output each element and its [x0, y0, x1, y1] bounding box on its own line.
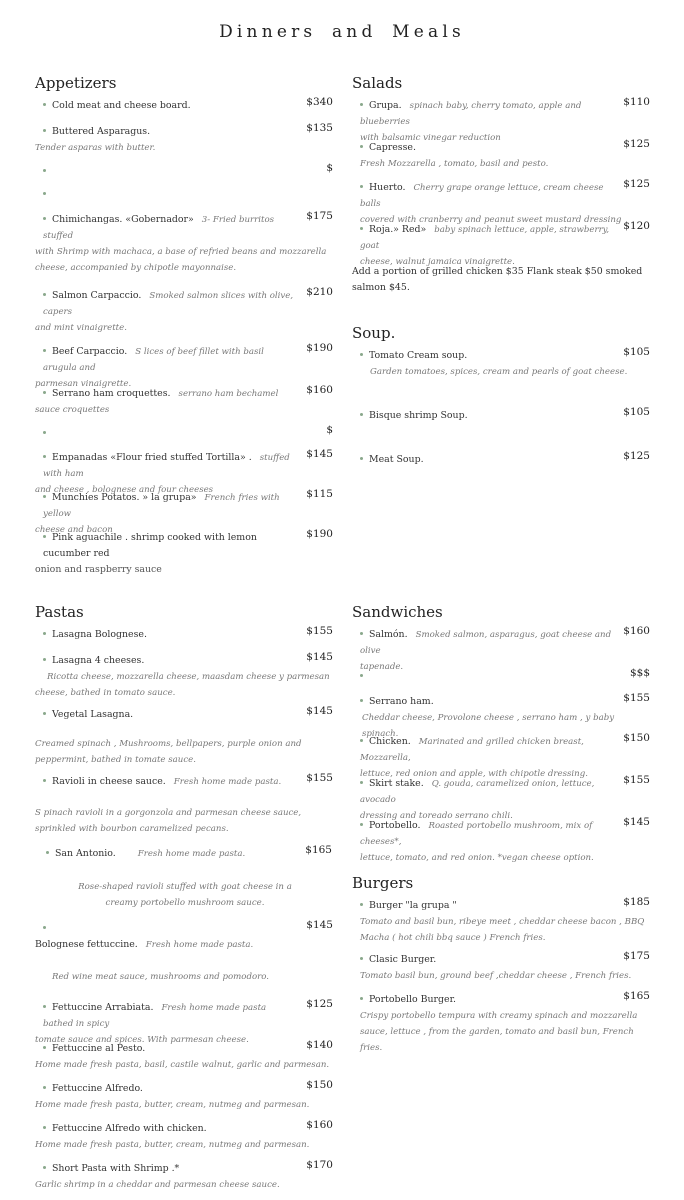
- item-name: Portobello Burger.: [369, 994, 457, 1005]
- item-description: parmesan vinaigrette.: [35, 379, 132, 389]
- appetizers-section: [35, 74, 335, 575]
- item-price: $340: [306, 96, 333, 108]
- item-name: Meat Soup.: [369, 454, 424, 465]
- bullet-icon: [360, 632, 363, 635]
- item-price: $155: [623, 774, 650, 786]
- item-inline-desc: Smoked salmon slices with olive, capers: [43, 291, 294, 317]
- item-price: $145: [623, 816, 650, 828]
- item-name: Beef Carpaccio.: [52, 346, 128, 357]
- bullet-icon: [43, 455, 46, 458]
- item-name: Munchies Potatos. » la grupa»: [52, 492, 197, 503]
- bullet-icon: [43, 349, 46, 352]
- bullet-icon: [360, 823, 363, 826]
- bullet-icon: [43, 103, 46, 106]
- item-name: Roja.» Red»: [369, 224, 427, 235]
- item-price: $210: [306, 286, 333, 298]
- item-description: cheese and bacon: [35, 525, 113, 535]
- bullet-icon: [360, 957, 363, 960]
- bullet-icon: [43, 169, 46, 172]
- item-price: $115: [306, 488, 333, 500]
- item-name: Huerto.: [369, 182, 406, 193]
- item-name: Empanadas «Flour fried stuffed Tortilla» .: [52, 452, 252, 463]
- menu-item: [35, 1159, 333, 1193]
- item-inline-desc: Fresh home made pasta bathed in spicy: [43, 1003, 267, 1029]
- bullet-icon: [43, 632, 46, 635]
- menu-item: [360, 898, 650, 946]
- item-description: Ricotta cheese, mozzarella cheese, maasdam cheese y parmesan cheese, bathed in tomato sauce.: [35, 672, 330, 698]
- item-description: lettuce, red onion and apple, with chipotle dressing.: [360, 769, 588, 779]
- item-name: Tomato Cream soup.: [369, 350, 468, 361]
- soup-section: [352, 324, 652, 474]
- menu-item: [360, 627, 650, 675]
- item-name: Burger "la grupa ": [369, 900, 457, 911]
- bullet-icon: [43, 495, 46, 498]
- item-name: Chicken.: [369, 736, 411, 747]
- item-name: Serrano ham.: [369, 696, 434, 707]
- item-price: $145: [306, 919, 333, 931]
- pastas-section: [35, 603, 335, 1195]
- menu-item: [43, 187, 333, 203]
- item-price: $145: [306, 651, 333, 663]
- item-name: Fettuccine al Pesto.: [52, 1043, 146, 1054]
- menu-item: [360, 140, 650, 172]
- item-name: Lasagna 4 cheeses.: [52, 655, 145, 666]
- bullet-icon: [43, 1126, 46, 1129]
- sandwiches-section: [352, 603, 652, 863]
- item-description: Tomato and basil bun, ribeye meet , cheddar cheese bacon , BBQ Macha ( hot chili bbq sauce ) French fries.: [360, 917, 645, 943]
- menu-item: [43, 164, 333, 180]
- menu-item: [360, 222, 650, 270]
- item-description: Home made fresh pasta, butter, cream, nutmeg and parmesan.: [35, 1100, 310, 1110]
- bullet-icon: [43, 217, 46, 220]
- item-price: $160: [623, 625, 650, 637]
- bullet-icon: [360, 413, 363, 416]
- item-description: dressing and toreado serrano chili.: [360, 811, 513, 821]
- item-price: $140: [306, 1039, 333, 1051]
- item-name: Bolognese fettuccine.: [35, 939, 138, 950]
- bullet-icon: [43, 779, 46, 782]
- item-price: $150: [623, 732, 650, 744]
- menu-item: [43, 426, 333, 442]
- item-price: $: [326, 162, 333, 174]
- item-name: Salmón.: [369, 629, 408, 640]
- item-description: Creamed spinach , Mushrooms, bellpapers, purple onion and peppermint, bathed in tomate sauce.: [35, 739, 302, 765]
- item-name: Skirt stake.: [369, 778, 424, 789]
- item-name: Bisque shrimp Soup.: [369, 410, 468, 421]
- item-price: $160: [306, 384, 333, 396]
- bullet-icon: [360, 903, 363, 906]
- item-inline-desc: serrano ham bechamel: [178, 389, 279, 399]
- menu-item: [43, 707, 333, 723]
- bullet-icon: [43, 712, 46, 715]
- menu-item: [360, 776, 650, 824]
- item-inline-desc: spinach baby, cherry tomato, apple and blueberries: [360, 101, 582, 127]
- item-description: with balsamic vinegar reduction: [360, 133, 501, 143]
- item-name: Buttered Asparagus.: [52, 126, 151, 137]
- item-description: onion and raspberry sauce: [35, 564, 162, 575]
- item-description: Crispy portobello tempura with creamy spinach and mozzarella sauce, lettuce , from the garden, tomato and basil bun, French fries.: [360, 1011, 638, 1053]
- menu-item: [35, 210, 333, 276]
- bullet-icon: [360, 739, 363, 742]
- item-price: $125: [623, 178, 650, 190]
- bullet-icon: [360, 457, 363, 460]
- item-name: San Antonio.: [55, 848, 116, 859]
- item-price: $105: [623, 346, 650, 358]
- item-price: $: [326, 424, 333, 436]
- item-description: Garlic shrimp in a cheddar and parmesan cheese sauce.: [35, 1180, 280, 1190]
- menu-item: [360, 348, 650, 380]
- menu-item: [35, 286, 333, 336]
- menu-item: [360, 669, 650, 685]
- item-inline-desc: French fries with yellow: [43, 493, 280, 519]
- item-description: Cheddar cheese, Provolone cheese , serrano ham , y baby spinach.: [362, 713, 615, 739]
- item-description: with Shrimp with machaca, a base of refried beans and mozzarella cheese, accompanied by chipotle mayonnaise.: [35, 247, 327, 273]
- bullet-icon: [43, 1005, 46, 1008]
- bullet-icon: [43, 535, 46, 538]
- bullet-icon: [43, 1086, 46, 1089]
- bullet-icon: [360, 145, 363, 148]
- bullet-icon: [43, 926, 46, 929]
- item-description: tapenade.: [360, 662, 404, 672]
- bullet-icon: [46, 851, 49, 854]
- item-description: cheese, walnut jamaica vinaigrette.: [360, 257, 515, 267]
- section-title: Appetizers: [35, 74, 117, 92]
- menu-item: [360, 452, 650, 468]
- item-inline-desc: S lices of beef fillet with basil arugula and: [43, 347, 264, 373]
- menu-item: [46, 846, 332, 862]
- item-inline-desc: baby spinach lettuce, apple, strawberry, goat: [360, 225, 610, 251]
- item-price: $155: [306, 772, 333, 784]
- item-description: Tomato basil bun, ground beef ,cheddar cheese , French fries.: [360, 971, 632, 981]
- item-price: $135: [306, 122, 333, 134]
- bullet-icon: [43, 192, 46, 195]
- item-price: $190: [306, 342, 333, 354]
- item-inline-desc: Q. gouda, caramelized onion, lettuce, avocado: [360, 779, 595, 805]
- menu-item-name: [35, 937, 335, 953]
- item-name: Lasagna Bolognese.: [52, 629, 147, 640]
- item-price: $145: [306, 448, 333, 460]
- item-description: Rose-shaped ravioli stuffed with goat cheese in a creamy portobello mushroom sauce.: [78, 882, 292, 908]
- menu-item: [360, 180, 650, 228]
- item-name: Pink aguachile . shrimp cooked with lemon cucumber red: [43, 532, 257, 559]
- item-name: Grupa.: [369, 100, 402, 111]
- menu-item: [360, 992, 650, 1056]
- bullet-icon: [360, 781, 363, 784]
- item-inline-desc: Fresh home made pasta.: [137, 849, 246, 859]
- item-inline-desc: Marinated and grilled chicken breast, Mozzarella,: [360, 737, 584, 763]
- section-title: Pastas: [35, 603, 84, 621]
- item-description: Red wine meat sauce, mushrooms and pomodoro.: [52, 972, 270, 982]
- bullet-icon: [360, 185, 363, 188]
- item-price: $160: [306, 1119, 333, 1131]
- section-title: Soup.: [352, 324, 396, 342]
- burgers-section: [352, 874, 652, 1053]
- item-inline-desc: 3- Fried burritos stuffed: [43, 215, 275, 241]
- item-price: $175: [623, 950, 650, 962]
- item-name: Chimichangas. «Gobernador»: [52, 214, 194, 225]
- item-name: Salmon Carpaccio.: [52, 290, 142, 301]
- menu-item: [43, 921, 333, 937]
- salads-section: [352, 74, 652, 304]
- item-description: Tender asparas with butter.: [35, 143, 156, 153]
- item-price: $110: [623, 96, 650, 108]
- bullet-icon: [43, 431, 46, 434]
- menu-item: [35, 122, 333, 156]
- item-description: sauce croquettes: [35, 405, 110, 415]
- item-name: Fettuccine Alfredo with chicken.: [52, 1123, 207, 1134]
- item-description: and cheese , bolognese and four cheeses: [35, 485, 214, 495]
- item-name: Serrano ham croquettes.: [52, 388, 171, 399]
- menu-item: [360, 818, 650, 866]
- item-name: Cold meat and cheese board.: [52, 100, 191, 111]
- bullet-icon: [43, 293, 46, 296]
- item-description: Home made fresh pasta, butter, cream, nutmeg and parmesan.: [35, 1140, 310, 1150]
- page-title: Dinners and Meals: [219, 22, 465, 42]
- item-price: $170: [306, 1159, 333, 1171]
- bullet-icon: [43, 1166, 46, 1169]
- item-price: $125: [623, 450, 650, 462]
- menu-item: [35, 1079, 333, 1113]
- item-inline-desc: Cherry grape orange lettuce, cream cheese balls: [360, 183, 604, 209]
- item-price: $145: [306, 705, 333, 717]
- item-name: Clasic Burger.: [369, 954, 437, 965]
- salad-addon-note: Add a portion of grilled chicken $35 Flank steak $50 smoked salmon $45.: [352, 266, 643, 293]
- item-name: Capresse.: [369, 142, 416, 153]
- item-price: $125: [306, 998, 333, 1010]
- item-inline-desc: stuffed with ham: [43, 453, 290, 479]
- bullet-icon: [360, 699, 363, 702]
- item-price: $120: [623, 220, 650, 232]
- item-description: covered with cranberry and peanut sweet mustard dressing: [360, 215, 622, 225]
- menu-item: [43, 627, 333, 643]
- section-title: Burgers: [352, 874, 414, 892]
- bullet-icon: [43, 658, 46, 661]
- item-inline-desc: Roasted portobello mushroom, mix of cheeses*,: [360, 821, 593, 847]
- bullet-icon: [43, 391, 46, 394]
- item-inline-desc: Smoked salmon, asparagus, goat cheese and olive: [360, 630, 612, 656]
- item-price: $165: [623, 990, 650, 1002]
- menu-item: [43, 774, 333, 790]
- item-name: Ravioli in cheese sauce.: [52, 776, 166, 787]
- bullet-icon: [360, 674, 363, 677]
- bullet-icon: [360, 103, 363, 106]
- menu-item: [360, 734, 650, 782]
- item-name: Fettuccine Alfredo.: [52, 1083, 143, 1094]
- item-description: Fresh Mozzarella , tomato, basil and pesto.: [360, 159, 549, 169]
- bullet-icon: [360, 353, 363, 356]
- item-description: lettuce, tomato, and red onion. *vegan cheese option.: [360, 853, 594, 863]
- item-price: $165: [305, 844, 332, 856]
- item-inline-desc: Fresh home made pasta.: [145, 940, 254, 950]
- item-price: $150: [306, 1079, 333, 1091]
- item-description: tomate sauce and spices. With parmesan cheese.: [35, 1035, 249, 1045]
- item-name: Short Pasta with Shrimp .*: [52, 1163, 180, 1174]
- item-description: Garden tomatoes, spices, cream and pearls of goat cheese.: [370, 367, 628, 377]
- bullet-icon: [43, 1046, 46, 1049]
- item-name: Portobello.: [369, 820, 421, 831]
- item-price: $$$: [629, 667, 650, 679]
- item-description: and mint vinaigrette.: [35, 323, 127, 333]
- item-price: $125: [623, 138, 650, 150]
- item-price: $175: [306, 210, 333, 222]
- item-description: Home made fresh pasta, basil, castile walnut, garlic and parmesan.: [35, 1060, 330, 1070]
- menu-item: [360, 98, 650, 146]
- item-name: Vegetal Lasagna.: [52, 709, 134, 720]
- item-description: S pinach ravioli in a gorgonzola and parmesan cheese sauce, sprinkled with bourbon caramelized pecans.: [35, 808, 302, 834]
- menu-item: [43, 98, 333, 114]
- item-price: $185: [623, 896, 650, 908]
- menu-item: [360, 408, 650, 424]
- item-inline-desc: Fresh home made pasta.: [173, 777, 282, 787]
- bullet-icon: [43, 129, 46, 132]
- item-price: $105: [623, 406, 650, 418]
- section-title: Sandwiches: [352, 603, 443, 621]
- menu-item: [35, 342, 333, 392]
- item-price: $155: [623, 692, 650, 704]
- menu-item: [35, 651, 333, 701]
- item-price: $190: [306, 528, 333, 540]
- menu-item: [35, 1119, 333, 1153]
- item-name: Fettuccine Arrabiata.: [52, 1002, 154, 1013]
- section-title: Salads: [352, 74, 403, 92]
- item-price: $155: [306, 625, 333, 637]
- bullet-icon: [360, 997, 363, 1000]
- bullet-icon: [360, 227, 363, 230]
- menu-item: [360, 952, 650, 984]
